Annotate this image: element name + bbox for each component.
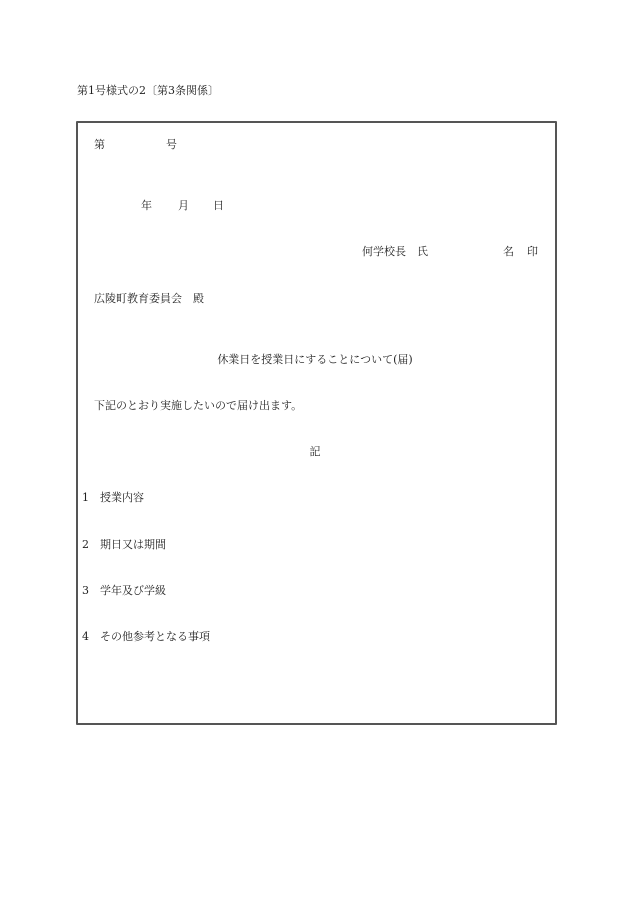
item-number: 3 <box>82 584 89 597</box>
item-label: 学年及び学級 <box>100 584 166 597</box>
ki-heading: 記 <box>309 445 321 458</box>
item-label: 期日又は期間 <box>100 538 166 551</box>
list-item <box>82 584 166 598</box>
item-label: その他参考となる事項 <box>100 630 210 643</box>
item-number: 4 <box>82 630 89 643</box>
form-caption: 第1号様式の2〔第3条関係〕 <box>77 84 219 97</box>
addressee: 広陵町教育委員会 殿 <box>94 292 204 305</box>
item-number: 2 <box>82 538 89 551</box>
date-year-label: 年 <box>141 199 152 212</box>
document-number-suffix: 号 <box>166 138 177 151</box>
document-title: 休業日を授業日にすることについて(届) <box>217 353 413 366</box>
principal-name-label: 何学校長 氏 <box>362 245 428 258</box>
item-number: 1 <box>82 491 89 504</box>
list-item <box>82 538 166 552</box>
intro-text: 下記のとおり実施したいので届け出ます。 <box>94 399 303 412</box>
principal-name-suffix: 名 <box>503 245 514 258</box>
list-item <box>82 630 210 644</box>
item-label: 授業内容 <box>100 491 144 504</box>
document-number-label: 第 <box>94 138 105 151</box>
seal-mark: 印 <box>527 245 538 258</box>
date-month-label: 月 <box>178 199 189 212</box>
list-item <box>82 491 144 505</box>
date-day-label: 日 <box>213 199 224 212</box>
